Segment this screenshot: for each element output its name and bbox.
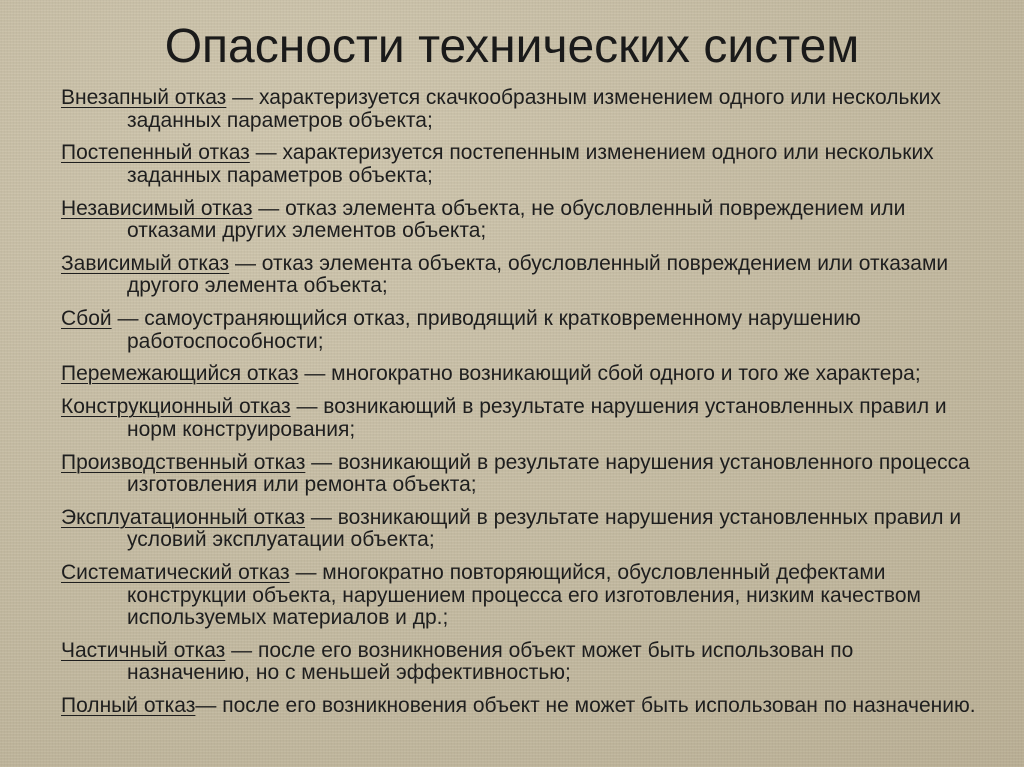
term-definition: — после его возникновения объект не может быть использован по назначению. bbox=[195, 694, 976, 718]
list-item bbox=[61, 695, 981, 718]
term-label: Постепенный отказ bbox=[61, 141, 250, 165]
term-definition: — характеризуется скачкообразным изменением одного или нескольких заданных параметров объекта; bbox=[127, 86, 941, 132]
term-label: Внезапный отказ bbox=[61, 86, 227, 109]
list-item bbox=[61, 198, 981, 243]
term-label: Перемежающийся отказ bbox=[61, 362, 299, 386]
term-definition: — отказ элемента объекта, обусловленный повреждением или отказами другого элемента объекта; bbox=[127, 251, 949, 298]
list-item bbox=[61, 142, 981, 187]
term-definition: — многократно повторяющийся, обусловленный дефектами конструкции объекта, нарушением процесса его изготовления, низким качеством используемых материалов и др.; bbox=[127, 561, 921, 630]
term-definition: — отказ элемента объекта, не обусловленный повреждением или отказами других элементов объекта; bbox=[127, 196, 906, 243]
term-definition: — возникающий в результате нарушения установленных правил и норм конструирования; bbox=[127, 395, 947, 441]
term-definition: — самоустраняющийся отказ, приводящий к кратковременному нарушению работоспособности; bbox=[111, 307, 861, 353]
term-label: Конструкционный отказ bbox=[61, 395, 291, 419]
term-label: Зависимый отказ bbox=[61, 251, 230, 275]
term-label: Эксплуатационный отказ bbox=[61, 505, 306, 529]
term-label: Полный отказ bbox=[61, 694, 196, 718]
list-item bbox=[61, 308, 981, 353]
term-list bbox=[61, 87, 981, 728]
term-definition: — многократно возникающий сбой одного и того же характера; bbox=[298, 362, 921, 386]
slide-title: Опасности технических систем bbox=[164, 20, 860, 73]
term-label: Систематический отказ bbox=[61, 561, 290, 585]
list-item bbox=[61, 253, 981, 298]
list-item bbox=[61, 452, 981, 497]
term-definition: — характеризуется постепенным изменением одного или нескольких заданных параметров объекта; bbox=[127, 141, 934, 187]
term-definition: — возникающий в результате нарушения установленного процесса изготовления или ремонта объекта; bbox=[127, 450, 970, 497]
list-item bbox=[61, 640, 981, 685]
list-item bbox=[61, 396, 981, 441]
list-item bbox=[61, 507, 981, 552]
term-label: Независимый отказ bbox=[61, 196, 253, 220]
list-item bbox=[61, 562, 981, 630]
term-definition: — после его возникновения объект может быть использован по назначению, но с меньшей эффективностью; bbox=[127, 638, 854, 685]
term-label: Производственный отказ bbox=[61, 450, 306, 474]
term-definition: — возникающий в результате нарушения установленных правил и условий эксплуатации объекта; bbox=[127, 505, 962, 552]
list-item bbox=[61, 363, 981, 386]
list-item bbox=[61, 87, 981, 132]
term-label: Сбой bbox=[61, 307, 112, 331]
term-label: Частичный отказ bbox=[61, 638, 226, 662]
